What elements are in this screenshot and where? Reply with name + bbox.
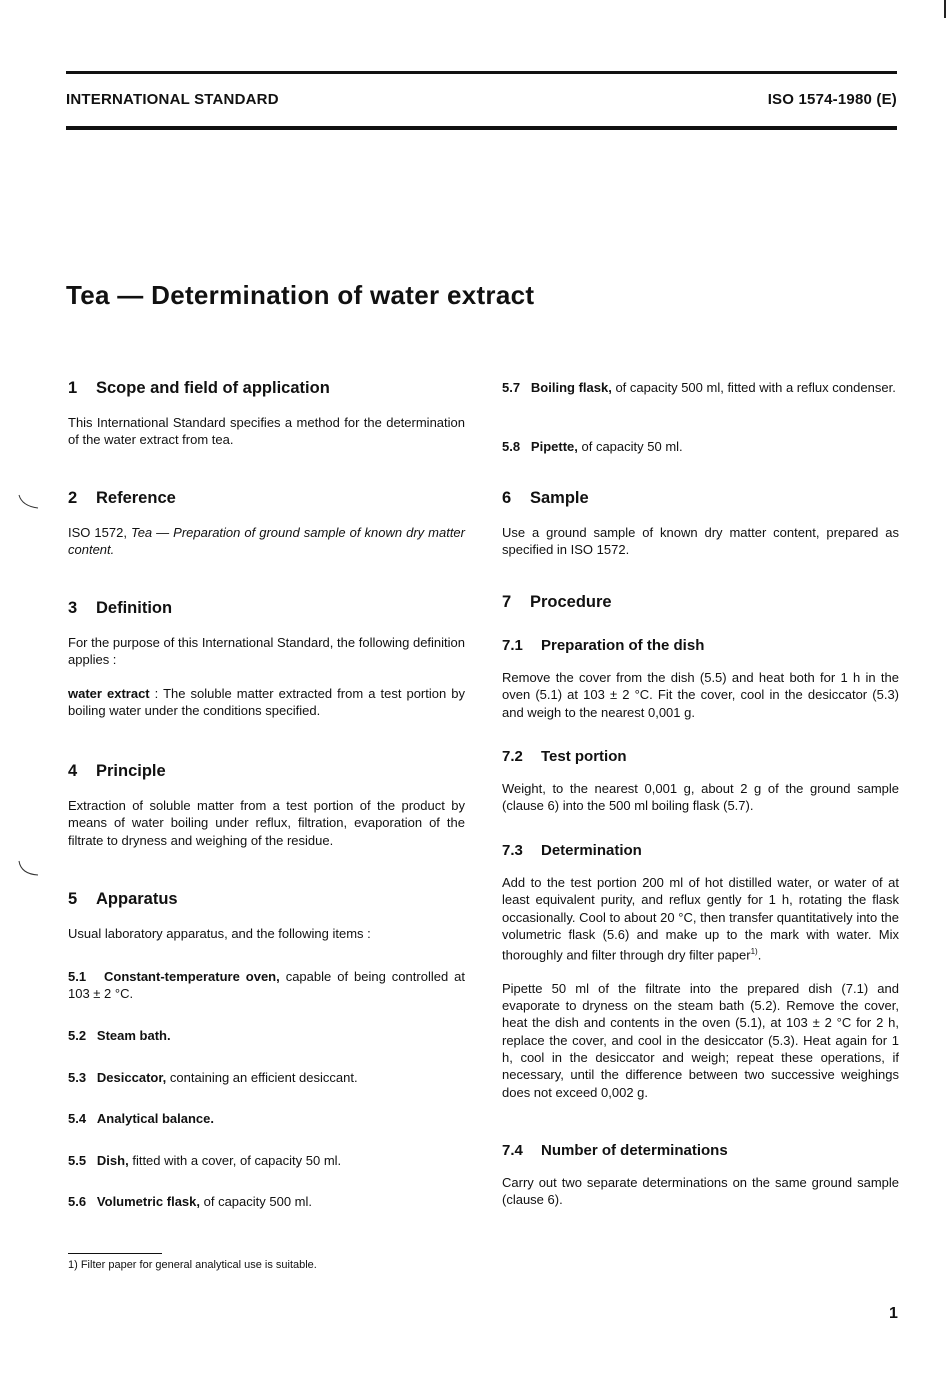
subsection-7-4 [502, 1142, 899, 1209]
section-5 [68, 890, 465, 942]
determination-para-2: Pipette 50 ml of the filtrate into the prepared dish (7.1) and evaporate to dryness on the steam bath (5.2). Remove the cover, heat the dish and contents in the oven (5.1), at 103 ± 2 °C for 2 h, replace the cover, and cool in the desiccator (5.3). Heat again for 1 h, cool in the desiccator and weigh; repeat these operations, if necessary, until the difference between two successive weighings does not exceed 0,002 g. [502, 980, 899, 1100]
subsection-7-1 [502, 637, 899, 721]
section-number: 3 [68, 599, 78, 617]
section-number: 1 [68, 379, 78, 397]
header-rule-top [66, 71, 897, 74]
section-heading [68, 489, 465, 508]
footnote-ref: 1) [750, 947, 758, 957]
item-number: 5.8 [502, 439, 521, 454]
section-1 [68, 379, 465, 449]
section-title: Procedure [530, 593, 612, 611]
apparatus-item [502, 438, 899, 455]
margin-tick-icon [18, 494, 40, 510]
section-title: Principle [96, 762, 166, 780]
subsection-number: 7.2 [502, 748, 523, 765]
section-title: Apparatus [96, 890, 178, 908]
reference-entry [68, 524, 465, 559]
item-desc: fitted with a cover, of capacity 50 ml. [128, 1153, 342, 1168]
footnote: 1) Filter paper for general analytical use is suitable. [68, 1259, 317, 1271]
subsection-heading [502, 748, 899, 765]
item-number: 5.2 [68, 1028, 87, 1043]
section-2 [68, 489, 465, 559]
section-heading [68, 762, 465, 781]
section-heading [502, 593, 899, 612]
item-desc: containing an efficient desiccant. [166, 1070, 358, 1085]
header-standard-number: ISO 1574-1980 (E) [767, 91, 897, 108]
apparatus-item [68, 1193, 465, 1210]
item-desc: of capacity 500 ml, fitted with a reflux condenser. [611, 380, 896, 395]
section-heading [68, 890, 465, 909]
item-desc: of capacity 50 ml. [577, 439, 683, 454]
section-number: 2 [68, 489, 78, 507]
item-name: Pipette, [530, 439, 578, 454]
subsection-title: Test portion [541, 748, 627, 765]
subsection-text [502, 874, 899, 964]
header-standard-label: INTERNATIONAL STANDARD [66, 91, 279, 108]
definition-entry [68, 685, 465, 720]
footnote-rule [68, 1253, 162, 1254]
section-4 [68, 762, 465, 849]
item-name: Boiling flask, [530, 380, 612, 395]
item-name: Constant-temperature oven, [104, 969, 280, 984]
section-title: Reference [96, 489, 176, 507]
determination-para-1: Add to the test portion 200 ml of hot distilled water, or water of at least equivalent purity, and reflux gently for 1 h, rotating the flask occasionally. Cool to about 20 °C, then transfer quantitatively into the volumetric flask (5.6) and make up to the mark with water. Mix thoroughly and filter through dry filter paper [502, 875, 899, 963]
item-desc: capable of being controlled at 103 ± 2 °C. [68, 969, 465, 1002]
section-title: Sample [530, 489, 589, 507]
section-text: This International Standard specifies a method for the determination of the water extract from tea. [68, 415, 465, 448]
definition-intro: For the purpose of this International Standard, the following definition applies : [68, 635, 465, 668]
item-number: 5.7 [502, 380, 521, 395]
subsection-number: 7.1 [502, 637, 523, 654]
section-heading [68, 599, 465, 618]
scan-edge-mark [944, 0, 946, 18]
item-name: Dish, [96, 1153, 129, 1168]
item-name: Volumetric flask, [96, 1194, 200, 1209]
apparatus-item [68, 1027, 465, 1044]
item-desc: of capacity 500 ml. [200, 1194, 312, 1209]
section-text: Extraction of soluble matter from a test portion of the product by means of water boiling under reflux, filtration, evaporation of the filtrate to dryness and weighing of the residue. [68, 798, 465, 848]
header-rule-bottom [66, 126, 897, 130]
reference-title: Tea — Preparation of ground sample of known dry matter content. [68, 525, 465, 558]
section-3 [68, 599, 465, 719]
item-number: 5.3 [68, 1070, 87, 1085]
item-name: Steam bath. [96, 1028, 171, 1043]
subsection-7-3 [502, 842, 899, 1101]
section-text: Use a ground sample of known dry matter content, prepared as specified in ISO 1572. [502, 525, 899, 558]
item-name: Desiccator, [96, 1070, 167, 1085]
subsection-number: 7.3 [502, 842, 523, 859]
section-text: Usual laboratory apparatus, and the following items : [68, 926, 371, 941]
item-number: 5.6 [68, 1194, 87, 1209]
apparatus-item [68, 968, 465, 1003]
subsection-text: Weight, to the nearest 0,001 g, about 2 g of the ground sample (clause 6) into the 500 ml boiling flask (5.7). [502, 781, 899, 814]
section-number: 6 [502, 489, 512, 507]
subsection-7-2 [502, 748, 899, 815]
apparatus-item [68, 1152, 465, 1169]
apparatus-item [502, 379, 899, 396]
document-title: Tea — Determination of water extract [66, 280, 535, 310]
section-number: 7 [502, 593, 512, 611]
apparatus-item [68, 1110, 465, 1127]
margin-tick-icon [18, 860, 40, 878]
subsection-text: Remove the cover from the dish (5.5) and heat both for 1 h in the oven (5.1) at 103 ± 2 °C. Fit the cover, cool in the desiccator (5.3) and weigh to the nearest 0,001 g. [502, 670, 899, 720]
item-name: Analytical balance. [96, 1111, 214, 1126]
section-number: 5 [68, 890, 78, 908]
subsection-title: Number of determinations [541, 1142, 728, 1159]
section-number: 4 [68, 762, 78, 780]
apparatus-item [68, 1069, 465, 1086]
item-number: 5.1 [68, 969, 87, 984]
subsection-heading [502, 1142, 899, 1159]
subsection-heading [502, 637, 899, 654]
section-7 [502, 593, 899, 612]
section-heading [502, 489, 899, 508]
page-number: 1 [889, 1305, 898, 1322]
reference-code: ISO 1572, [68, 525, 131, 540]
subsection-title: Preparation of the dish [541, 637, 705, 654]
definition-text: : The soluble matter extracted from a test portion by boiling water under the conditions specified. [68, 685, 465, 718]
subsection-heading [502, 842, 899, 859]
subsection-number: 7.4 [502, 1142, 523, 1159]
para-end: . [757, 947, 762, 963]
item-number: 5.4 [68, 1111, 87, 1126]
item-number: 5.5 [68, 1153, 87, 1168]
section-6 [502, 489, 899, 559]
section-heading [68, 379, 465, 398]
subsection-text: Carry out two separate determinations on the same ground sample (clause 6). [502, 1175, 899, 1208]
definition-term: water extract [68, 685, 150, 701]
section-title: Scope and field of application [96, 379, 330, 397]
section-title: Definition [96, 599, 173, 617]
subsection-title: Determination [541, 842, 642, 859]
